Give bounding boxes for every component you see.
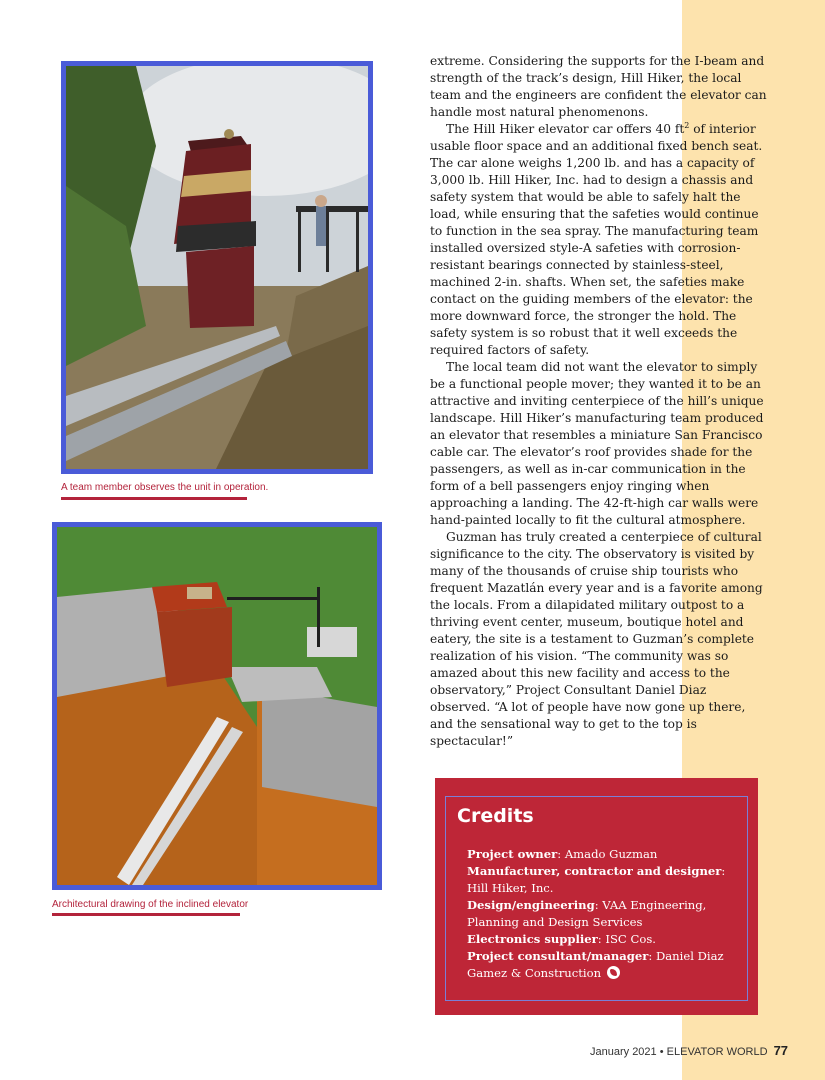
credit-item bbox=[467, 846, 742, 863]
credit-label: Project consultant/manager bbox=[467, 949, 649, 963]
credit-value: VAA Engineering, Planning and Design Services bbox=[467, 898, 707, 929]
credit-value: Daniel Diaz Gamez & Construction bbox=[467, 949, 724, 980]
credit-value: Amado Guzman bbox=[564, 847, 658, 861]
credits-box bbox=[435, 778, 758, 1015]
architectural-drawing bbox=[52, 522, 382, 890]
footer-issue-date: January 2021 bbox=[590, 1046, 657, 1058]
footer-separator: • bbox=[659, 1046, 664, 1058]
article-paragraph-1: extreme. Considering the supports for the I-beam and strength of the track’s design, Hill Hiker, the local team and the engineers are confident the elevator can handle most natural phenomenons. bbox=[430, 54, 767, 119]
photo2-caption: Architectural drawing of the inclined elevator bbox=[52, 899, 249, 910]
photo1-caption-rule bbox=[61, 497, 247, 500]
article-paragraph-4: Guzman has truly created a centerpiece of cultural significance to the city. The observatory is visited by many of the thousands of cruise ship tourists who frequent Mazatlán every year and is a favorite among the locals. From a dilapidated military outpost to a thriving event center, museum, boutique hotel and eatery, the site is a testament to Guzman’s complete realization of his vision. “The community was so amazed about this new facility and access to the observatory,” Project Consultant Daniel Diaz observed. “A lot of people have now gone up there, and the sensational way to get to the top is spectacular!” bbox=[430, 530, 763, 748]
photo1-caption: A team member observes the unit in operation. bbox=[61, 482, 269, 493]
credit-label: Project owner bbox=[467, 847, 558, 861]
page-number: 77 bbox=[773, 1043, 789, 1058]
globe-end-mark-icon bbox=[607, 966, 620, 979]
credit-colon: : bbox=[594, 898, 603, 912]
article-body bbox=[430, 53, 770, 750]
credit-colon: : bbox=[557, 847, 565, 861]
superscript: 2 bbox=[684, 120, 690, 130]
article-paragraph-2 bbox=[430, 121, 770, 359]
paragraph-2-start: The Hill Hiker elevator car offers 40 ft bbox=[446, 122, 685, 136]
photo-illustration bbox=[66, 66, 368, 469]
credit-item bbox=[467, 948, 742, 982]
article-paragraph-3: The local team did not want the elevator to simply be a functional people mover; they wanted it to be an attractive and inviting centerpiece of the hill’s unique landscape. Hill Hiker’s manufacturing team produced an elevator that resembles a miniature San Francisco cable car. The elevator’s roof provides shade for the passengers, as well as in-car communication in the form of a bell passengers enjoy ringing when approaching a landing. The 42-ft-high car walls were hand-painted locally to fit the cultural atmosphere. bbox=[430, 360, 764, 527]
credits-title: Credits bbox=[457, 805, 534, 827]
credit-item bbox=[467, 931, 742, 948]
credit-label: Design/engineering bbox=[467, 898, 595, 912]
drawing-illustration bbox=[57, 527, 377, 885]
credit-value: Hill Hiker, Inc. bbox=[467, 881, 554, 895]
credit-colon: : bbox=[648, 949, 656, 963]
photo-elevator-in-operation bbox=[61, 61, 373, 474]
credit-item bbox=[467, 897, 742, 931]
credit-label: Manufacturer, contractor and designer bbox=[467, 864, 722, 878]
credit-item bbox=[467, 863, 742, 897]
footer-magazine-name: ELEVATOR WORLD bbox=[666, 1046, 768, 1058]
credits-list bbox=[467, 846, 742, 982]
paragraph-2-rest: of interior usable floor space and an additional fixed bench seat. The car alone weighs 1,200 lb. and has a capacity of 3,000 lb. Hill Hiker, Inc. had to design a chassis and safety system that would be able to safely halt the load, while ensuring that the safeties would continue to function in the sea spray. The manufacturing team installed oversized style-A safeties with corrosion-resistant bearings connected by stainless-steel, machined 2-in. shafts. When set, the safeties make contact on the guiding members of the elevator: the more downward force, the stronger the hold. The safety system is so robust that it well exceeds the required factors of safety. bbox=[430, 122, 763, 357]
credit-colon: : bbox=[721, 864, 726, 878]
credit-label: Electronics supplier bbox=[467, 932, 598, 946]
page-footer bbox=[590, 1043, 788, 1058]
credit-colon: : bbox=[597, 932, 606, 946]
credit-value: ISC Cos. bbox=[605, 932, 656, 946]
photo2-caption-rule bbox=[52, 913, 240, 916]
